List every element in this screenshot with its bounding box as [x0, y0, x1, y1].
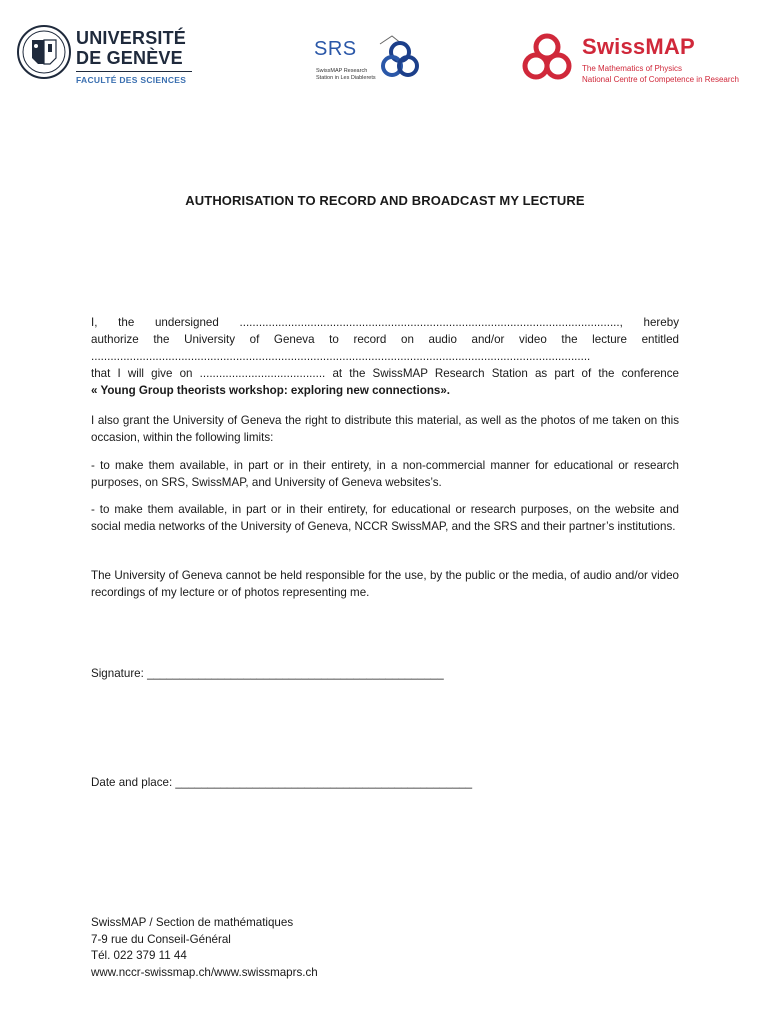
signature-field[interactable]: Signature: ______________________________________________: [91, 667, 444, 680]
document-title: AUTHORISATION TO RECORD AND BROADCAST MY LECTURE: [185, 193, 585, 208]
swissmap-logo: [520, 30, 754, 86]
footer-line-1: SwissMAP / Section de mathématiques: [91, 916, 294, 929]
swissmap-knot-icon: [520, 32, 574, 84]
undersigned-line[interactable]: I, the undersigned ......................................................................................................................, hereby: [91, 316, 679, 329]
swissmap-name: SwissMAP: [582, 34, 695, 59]
unige-seal-icon: [16, 24, 72, 80]
unige-name: UNIVERSITÉ DE GENÈVE: [76, 28, 187, 68]
footer-line-4[interactable]: www.nccr-swissmap.ch/www.swissmaprs.ch: [91, 965, 318, 979]
limit-item-2: - to make them available, in part or in their entirety, for educational or research purposes, on the website and social media networks of the University of Geneva, NCCR SwissMAP, and the SRS and their partner’s institutions.: [91, 503, 679, 533]
authorize-line: authorize the University of Geneva to record on audio and/or video the lecture entitled: [91, 333, 679, 346]
footer-address: [91, 915, 318, 981]
distribution-paragraph: I also grant the University of Geneva the right to distribute this material, as well as the photos of me taken on this occasion, within the following limits:: [91, 414, 679, 444]
limit-item-1: - to make them available, in part or in their entirety, in a non-commercial manner for educational or research purposes, on SRS, SwissMAP, and University of Geneva websites’s.: [91, 459, 679, 489]
unige-divider: [76, 71, 192, 72]
conference-name: « Young Group theorists workshop: exploring new connections».: [91, 384, 451, 397]
footer-line-3: Tél. 022 379 11 44: [91, 949, 187, 962]
srs-subtitle-2: Station in Les Diablerets: [316, 75, 376, 81]
srs-name: SRS: [314, 38, 357, 60]
trefoil-knot-icon: [376, 34, 424, 82]
srs-subtitle-1: SwissMAP Research: [316, 68, 368, 74]
liability-paragraph: The University of Geneva cannot be held responsible for the use, by the public or the media, of audio and/or video recordings of my lecture or of photos representing me.: [91, 569, 679, 599]
swissmap-subtitle-2: National Centre of Competence in Research: [582, 75, 739, 84]
srs-logo: [314, 30, 426, 86]
unige-faculty: FACULTÉ DES SCIENCES: [76, 75, 187, 85]
footer-line-2: 7-9 rue du Conseil-Général: [91, 932, 231, 946]
authorisation-paragraph: [91, 314, 679, 399]
swissmap-subtitle-1: The Mathematics of Physics: [582, 64, 683, 73]
date-place-field[interactable]: Date and place: ______________________________________________: [91, 776, 473, 789]
lecture-title-field[interactable]: ...........................................................................................................................................................: [91, 350, 591, 363]
unige-logo: [16, 24, 196, 88]
lecture-date-line[interactable]: that I will give on ....................................... at the SwissMAP Research Station as part of the conference: [91, 367, 679, 380]
